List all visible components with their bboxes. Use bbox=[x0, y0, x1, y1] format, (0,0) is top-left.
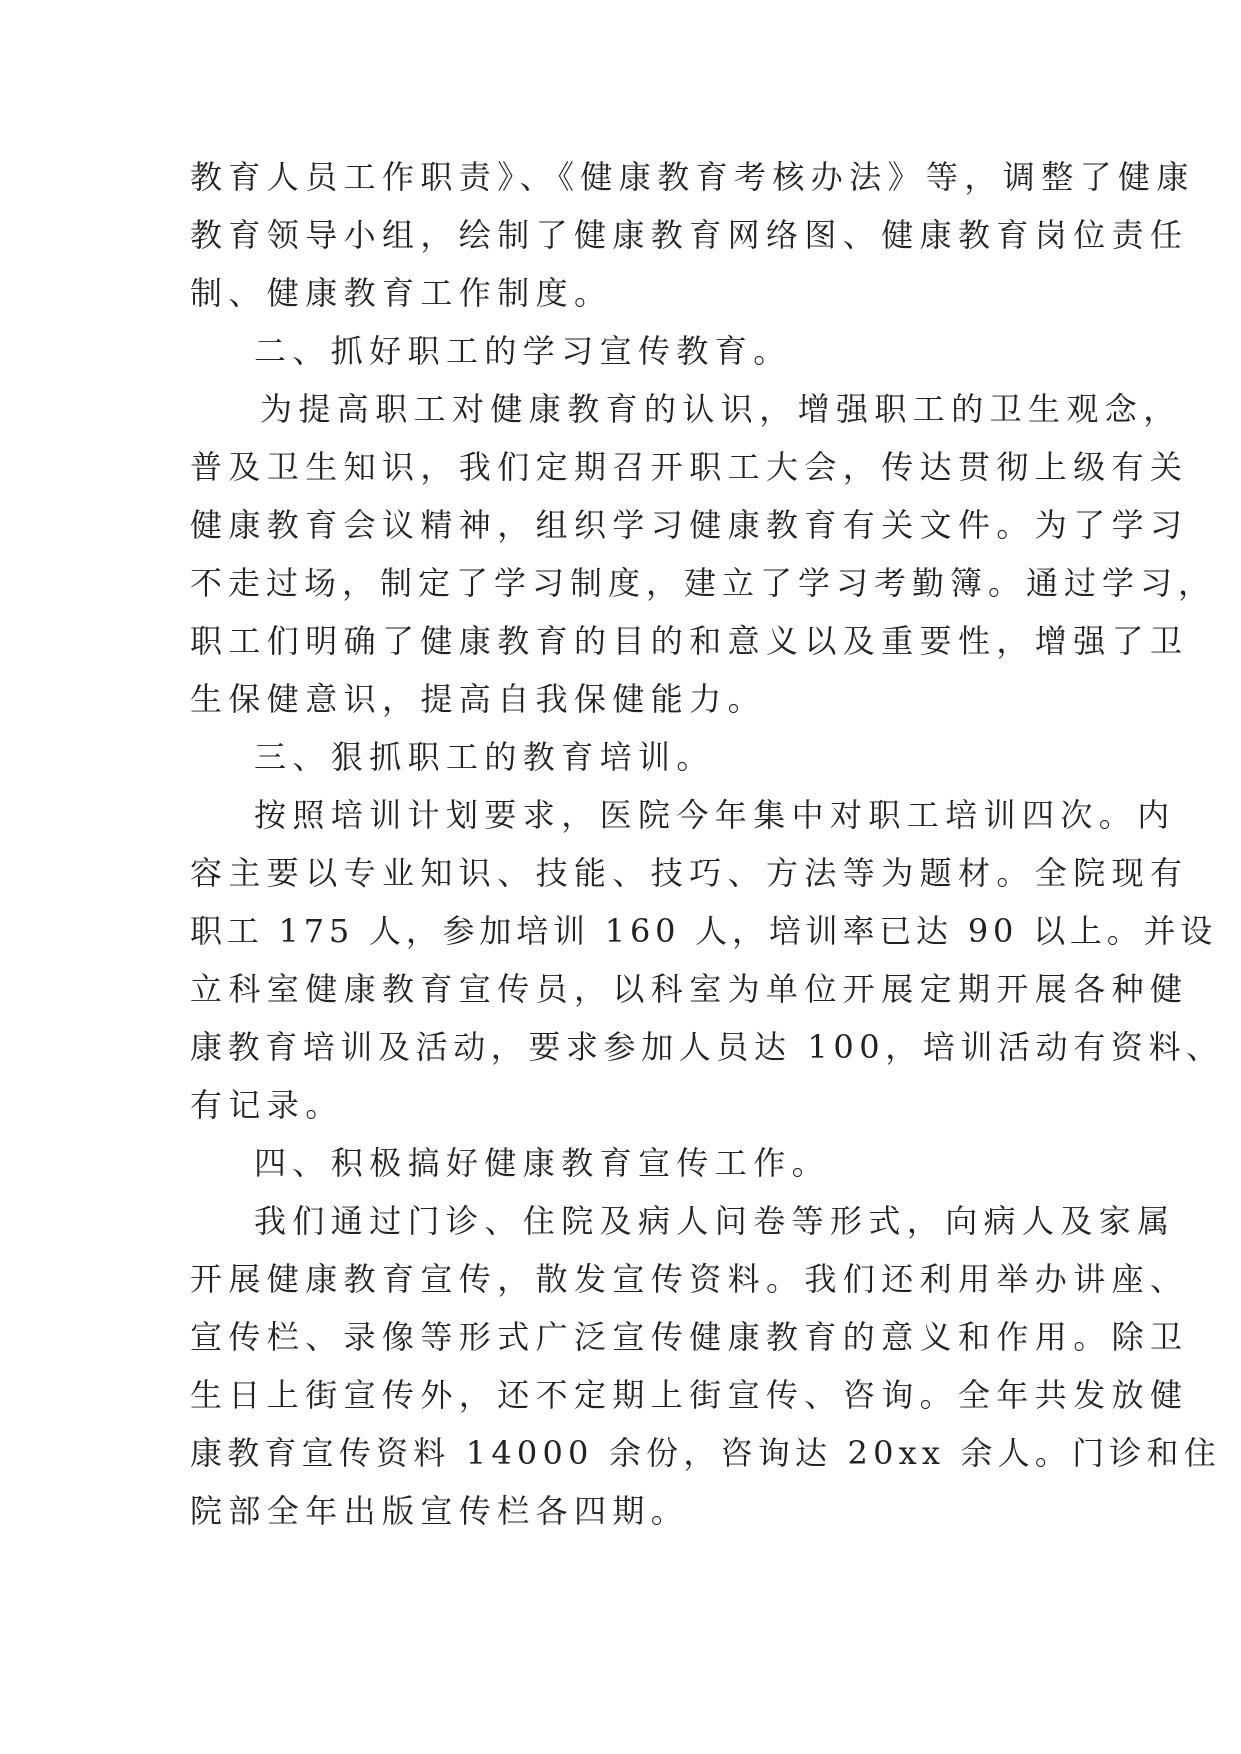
text-line: 院部全年出版宣传栏各四期。 bbox=[190, 1492, 690, 1530]
text-line: 我们通过门诊、住院及病人问卷等形式，向病人及家属 bbox=[254, 1202, 1176, 1240]
text-line: 制、健康教育工作制度。 bbox=[190, 274, 613, 312]
text-line: 有记录。 bbox=[190, 1086, 344, 1124]
text-line: 职工们明确了健康教育的目的和意义以及重要性，增强了卫 bbox=[190, 622, 1189, 660]
text-line: 生日上街宣传外，还不定期上街宣传、咨询。全年共发放健 bbox=[190, 1376, 1189, 1414]
text-line: 康教育培训及活动，要求参加人员达 100，培训活动有资料、 bbox=[190, 1028, 1224, 1066]
text-line: 为提高职工对健康教育的认识，增强职工的卫生观念， bbox=[260, 390, 1182, 428]
text-line: 宣传栏、录像等形式广泛宣传健康教育的意义和作用。除卫 bbox=[190, 1318, 1189, 1356]
section-heading: 二、抓好职工的学习宣传教育。 bbox=[254, 332, 792, 370]
text-line: 教育人员工作职责》、《健康教育考核办法》等，调整了健康 bbox=[190, 158, 1195, 196]
text-line: 生保健意识，提高自我保健能力。 bbox=[190, 680, 767, 718]
text-line: 开展健康教育宣传，散发宣传资料。我们还利用举办讲座、 bbox=[190, 1260, 1189, 1298]
text-line: 健康教育会议精神，组织学习健康教育有关文件。为了学习 bbox=[190, 506, 1189, 544]
text-line: 按照培训计划要求，医院今年集中对职工培训四次。内 bbox=[254, 796, 1176, 834]
text-line: 教育领导小组，绘制了健康教育网络图、健康教育岗位责任 bbox=[190, 216, 1189, 254]
text-line: 职工 175 人，参加培训 160 人，培训率已达 90 以上。并设 bbox=[190, 912, 1218, 950]
section-heading: 四、积极搞好健康教育宣传工作。 bbox=[254, 1144, 831, 1182]
text-line: 普及卫生知识，我们定期召开职工大会，传达贯彻上级有关 bbox=[190, 448, 1189, 486]
text-line: 康教育宣传资料 14000 余份，咨询达 20xx 余人。门诊和住 bbox=[190, 1434, 1221, 1472]
text-line: 立科室健康教育宣传员，以科室为单位开展定期开展各种健 bbox=[190, 970, 1189, 1008]
section-heading: 三、狠抓职工的教育培训。 bbox=[254, 738, 715, 776]
text-line: 不走过场，制定了学习制度，建立了学习考勤簿。通过学习， bbox=[190, 564, 1217, 602]
text-line: 容主要以专业知识、技能、技巧、方法等为题材。全院现有 bbox=[190, 854, 1189, 892]
